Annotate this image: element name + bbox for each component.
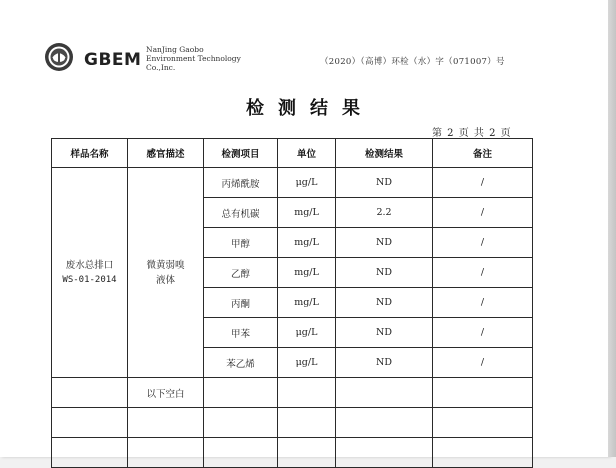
note: / [433,288,533,318]
result: 2.2 [336,198,433,228]
company-line-1: NanJing Gaobo [146,45,204,54]
test-item: 甲苯 [204,318,278,348]
note: / [433,258,533,288]
empty-cell [336,438,433,468]
company-line-2: Environment Technology [146,54,241,63]
unit: mg/L [278,198,336,228]
blank-note: 以下空白 [128,378,204,408]
result: ND [336,318,433,348]
results-table [51,138,533,468]
result: ND [336,258,433,288]
document-number: （2020）（高博）环检（水）字（071007）号 [320,57,505,67]
empty-cell [128,408,204,438]
empty-cell [336,378,433,408]
description-cell [128,168,204,378]
unit: μg/L [278,318,336,348]
brand-name: GBEM [84,50,142,70]
note: / [433,228,533,258]
result: ND [336,288,433,318]
description-line-2: 液体 [155,274,175,286]
empty-cell [433,438,533,468]
empty-cell [433,408,533,438]
table-header-row [52,139,533,168]
header-result: 检测结果 [336,139,433,168]
empty-cell [278,438,336,468]
header-unit: 单位 [278,139,336,168]
test-item: 总有机碳 [204,198,278,228]
table-row-empty [52,408,533,438]
header-note: 备注 [433,139,533,168]
header-test-item: 检测项目 [204,139,278,168]
unit: mg/L [278,258,336,288]
viewer-background-edge [608,0,616,457]
unit: mg/L [278,228,336,258]
note: / [433,198,533,228]
table-row [52,168,533,198]
unit: μg/L [278,348,336,378]
result: ND [336,348,433,378]
sample-name: 废水总排口 [65,259,114,271]
empty-cell [433,378,533,408]
empty-cell [52,408,128,438]
empty-cell [278,378,336,408]
page-title: 检测结果 [246,98,374,119]
empty-cell [204,408,278,438]
result: ND [336,168,433,198]
empty-cell [52,438,128,468]
test-item: 丙烯酰胺 [204,168,278,198]
result: ND [336,228,433,258]
note: / [433,168,533,198]
header-description: 感官描述 [128,139,204,168]
empty-cell [204,438,278,468]
page-info: 第 2 页 共 2 页 [432,128,512,139]
test-item: 乙醇 [204,258,278,288]
company-line-3: Co.,Inc. [146,63,176,72]
company-name [146,45,241,72]
unit: μg/L [278,168,336,198]
empty-cell [336,408,433,438]
empty-cell [204,378,278,408]
test-item: 丙酮 [204,288,278,318]
empty-cell [128,438,204,468]
sample-name-cell [52,168,128,378]
test-item: 苯乙烯 [204,348,278,378]
header-sample-name: 样品名称 [52,139,128,168]
note: / [433,348,533,378]
empty-cell [52,378,128,408]
description-line-1: 微黄弱嗅 [146,259,185,271]
sample-code: WS-01-2014 [62,274,117,285]
empty-cell [278,408,336,438]
note: / [433,318,533,348]
gbem-logo-icon [44,42,74,72]
table-row-empty [52,438,533,468]
table-row-blank-note [52,378,533,408]
test-item: 甲醇 [204,228,278,258]
unit: mg/L [278,288,336,318]
